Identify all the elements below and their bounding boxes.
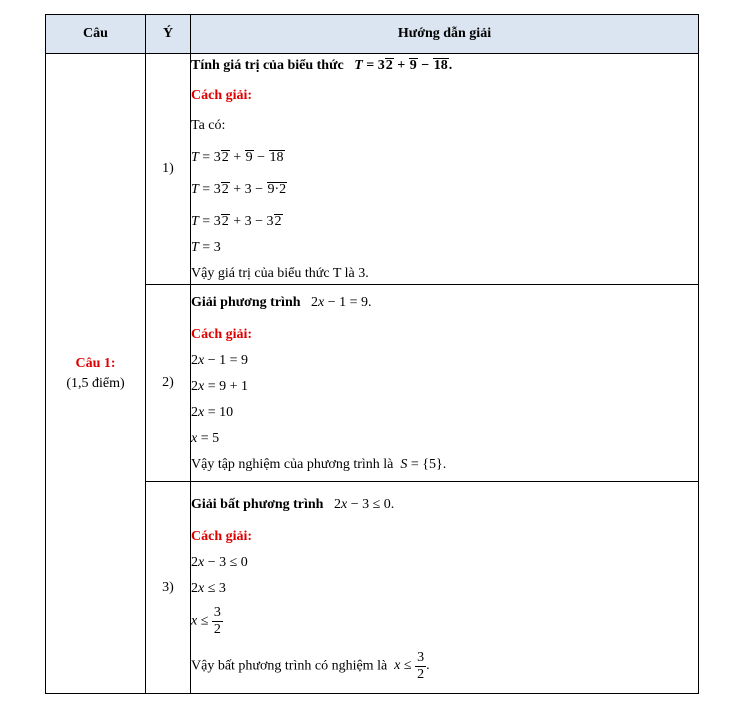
part-conclusion-math-3: x ≤ $\frac{3}{2}$ .: [390, 649, 430, 682]
header-huong-dan: Hướng dẫn giải: [191, 15, 699, 54]
part-method-2: Cách giải:: [191, 327, 253, 342]
part-title-math-3: 2x − 3 ≤ 0.: [333, 496, 395, 512]
part-conclusion-text-3: Vậy bất phương trình có nghiệm là: [191, 658, 388, 674]
part-content-1: [191, 54, 699, 285]
part-conclusion-math-2: S = {5}.: [396, 457, 447, 472]
part-conclusion-3: [191, 650, 698, 683]
part-title-text-1: Tính giá trị của biểu thức: [191, 58, 344, 73]
part-index-1: 1): [146, 54, 191, 285]
part-title-math-2: 2x − 1 = 9.: [311, 295, 372, 310]
part-title-2: [191, 293, 698, 313]
part-title-text-3: Giải bất phương trình: [191, 496, 324, 512]
part-step-2-4: x = 5: [191, 431, 220, 446]
part-title-text-2: Giải phương trình: [191, 295, 301, 310]
part-title-1: [191, 56, 698, 76]
part-title-3: [191, 495, 698, 515]
part-step-3-3: x ≤ $\frac{3}{2}$: [191, 604, 221, 637]
question-points: (1,5 điểm): [66, 375, 125, 391]
part-index-2: 2): [146, 285, 191, 482]
part-intro-1: Ta có:: [191, 118, 226, 133]
part-step-2-2: 2x = 9 + 1: [191, 379, 249, 394]
question-label: Câu 1:: [75, 355, 116, 371]
solution-table: [45, 14, 699, 694]
part-step-2-1: 2x − 1 = 9: [191, 353, 249, 368]
header-y: Ý: [146, 15, 191, 54]
part-method-3: Cách giải:: [191, 528, 253, 544]
question-cell: [46, 54, 146, 694]
part-content-3: [191, 482, 699, 694]
part-step-3-1: 2x − 3 ≤ 0: [191, 554, 248, 570]
part-title-math-1: T = 32 + 9 − 18.: [347, 58, 453, 73]
part-step-1-3: T = 32 + 3 − 32: [191, 214, 282, 229]
part-row-1: [46, 54, 699, 285]
header-row: [46, 15, 699, 54]
part-conclusion-2: [191, 455, 698, 475]
part-conclusion-1: Vậy giá trị của biểu thức T là 3.: [191, 266, 369, 281]
part-step-3-2: 2x ≤ 3: [191, 580, 226, 596]
part-index-3: 3): [146, 482, 191, 694]
part-conclusion-text-2: Vậy tập nghiệm của phương trình là: [191, 457, 394, 472]
part-step-1-4: T = 3: [191, 240, 221, 255]
part-step-2-3: 2x = 10: [191, 405, 234, 420]
part-step-1-2: T = 32 + 3 − 9·2: [191, 182, 287, 197]
part-method-1: Cách giải:: [191, 88, 253, 103]
part-step-1-1: T = 32 + 9 − 18: [191, 150, 284, 165]
part-content-2: [191, 285, 699, 482]
header-cau: Câu: [46, 15, 146, 54]
